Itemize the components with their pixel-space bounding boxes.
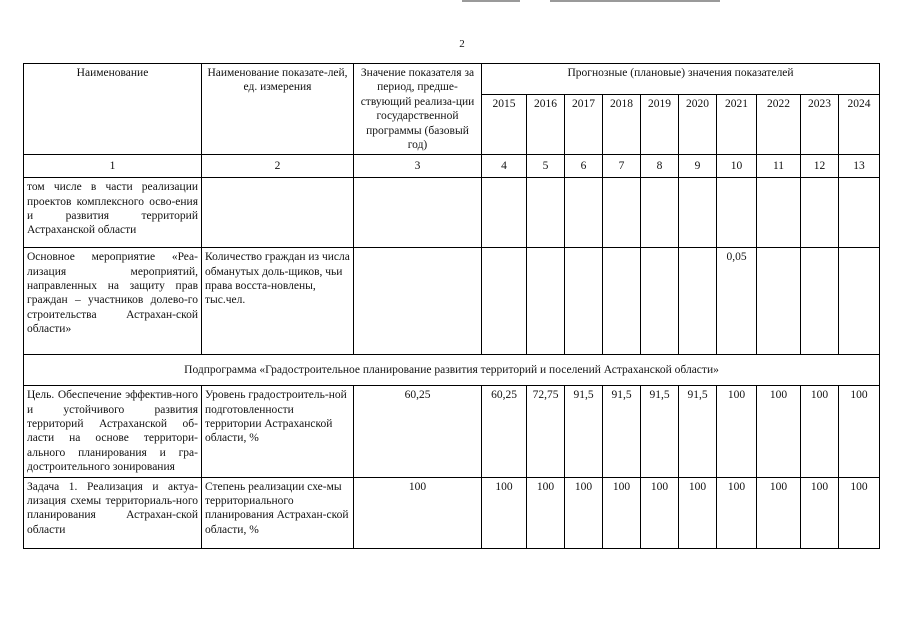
column-number: 9 [679,155,717,178]
row-year-value [717,178,757,248]
row-year-value [641,248,679,355]
column-number: 1 [24,155,202,178]
column-number: 2 [202,155,354,178]
table-row [24,248,880,355]
row-year-value: 91,5 [641,386,679,477]
row-year-value [839,178,880,248]
row-year-value [565,178,603,248]
header-year: 2019 [641,95,679,155]
row-year-value: 100 [679,477,717,548]
row-year-value: 91,5 [565,386,603,477]
header-year: 2022 [757,95,801,155]
column-numbers-row [24,155,880,178]
scan-edge-mark [462,0,520,2]
row-name: Цель. Обеспечение эффектив-ного и устойчивого развития территорий Астраханской об-ласти на основе территори-ального планирования и гра-достроительного зонирования [24,386,202,477]
row-year-value: 100 [482,477,527,548]
row-year-value [641,178,679,248]
row-base-value: 100 [354,477,482,548]
column-number: 7 [603,155,641,178]
table-row [24,178,880,248]
column-number: 3 [354,155,482,178]
row-year-value: 0,05 [717,248,757,355]
row-year-value: 100 [801,386,839,477]
row-year-value: 72,75 [527,386,565,477]
row-year-value [482,178,527,248]
column-number: 12 [801,155,839,178]
header-indicator: Наименование показате-лей, ед. измерения [202,64,354,155]
column-number: 6 [565,155,603,178]
header-year: 2021 [717,95,757,155]
row-year-value [603,248,641,355]
table-row [24,386,880,477]
row-year-value: 100 [641,477,679,548]
row-base-value: 60,25 [354,386,482,477]
row-name: Основное мероприятие «Реа-лизация мероприятий, направленных на защиту прав граждан – участников долево-го строительства Астрахан-ской области» [24,248,202,355]
row-indicator: Степень реализации схе-мы территориального планирования Астрахан-ской области, % [202,477,354,548]
subprogram-title: Подпрограмма «Градостроительное планирование развития территорий и поселений Астраханской области» [24,355,880,386]
row-year-value: 100 [757,477,801,548]
row-year-value [757,178,801,248]
row-year-value: 100 [717,386,757,477]
row-year-value [679,178,717,248]
subprogram-row [24,355,880,386]
header-year: 2016 [527,95,565,155]
row-indicator: Количество граждан из числа обманутых доль-щиков, чьи права восста-новлены, тыс.чел. [202,248,354,355]
row-year-value [757,248,801,355]
header-base-value: Значение показателя за период, предше-ствующий реализа-ции государственной программы (базовый год) [354,64,482,155]
row-year-value: 100 [603,477,641,548]
row-year-value [527,248,565,355]
row-indicator [202,178,354,248]
column-number: 4 [482,155,527,178]
row-year-value: 100 [839,477,880,548]
row-year-value: 100 [757,386,801,477]
row-year-value [839,248,880,355]
row-base-value [354,248,482,355]
row-year-value [801,248,839,355]
row-year-value [527,178,565,248]
column-number: 8 [641,155,679,178]
header-year: 2015 [482,95,527,155]
column-number: 5 [527,155,565,178]
row-year-value: 100 [839,386,880,477]
header-year: 2017 [565,95,603,155]
table-row [24,477,880,548]
row-year-value: 100 [717,477,757,548]
row-base-value [354,178,482,248]
column-number: 11 [757,155,801,178]
row-indicator: Уровень градостроитель-ной подготовленности территории Астраханской области, % [202,386,354,477]
header-year: 2024 [839,95,880,155]
row-year-value [482,248,527,355]
row-name: том числе в части реализации проектов комплексного осво-ения и развития территорий Астраханской области [24,178,202,248]
indicators-table [23,63,880,549]
header-year: 2020 [679,95,717,155]
header-forecast: Прогнозные (плановые) значения показателей [482,64,880,95]
page-number: 2 [459,38,465,50]
row-year-value: 100 [527,477,565,548]
header-year: 2023 [801,95,839,155]
header-year: 2018 [603,95,641,155]
row-year-value: 100 [565,477,603,548]
row-year-value [565,248,603,355]
row-year-value [679,248,717,355]
scan-edge-mark [550,0,720,2]
row-year-value: 91,5 [679,386,717,477]
row-year-value [603,178,641,248]
column-number: 13 [839,155,880,178]
header-row-top [24,64,880,95]
row-year-value: 91,5 [603,386,641,477]
row-year-value: 60,25 [482,386,527,477]
row-year-value [801,178,839,248]
row-year-value: 100 [801,477,839,548]
row-name: Задача 1. Реализация и актуа-лизация схемы территориаль-ного планирования Астрахан-ской области [24,477,202,548]
column-number: 10 [717,155,757,178]
header-name: Наименование [24,64,202,155]
